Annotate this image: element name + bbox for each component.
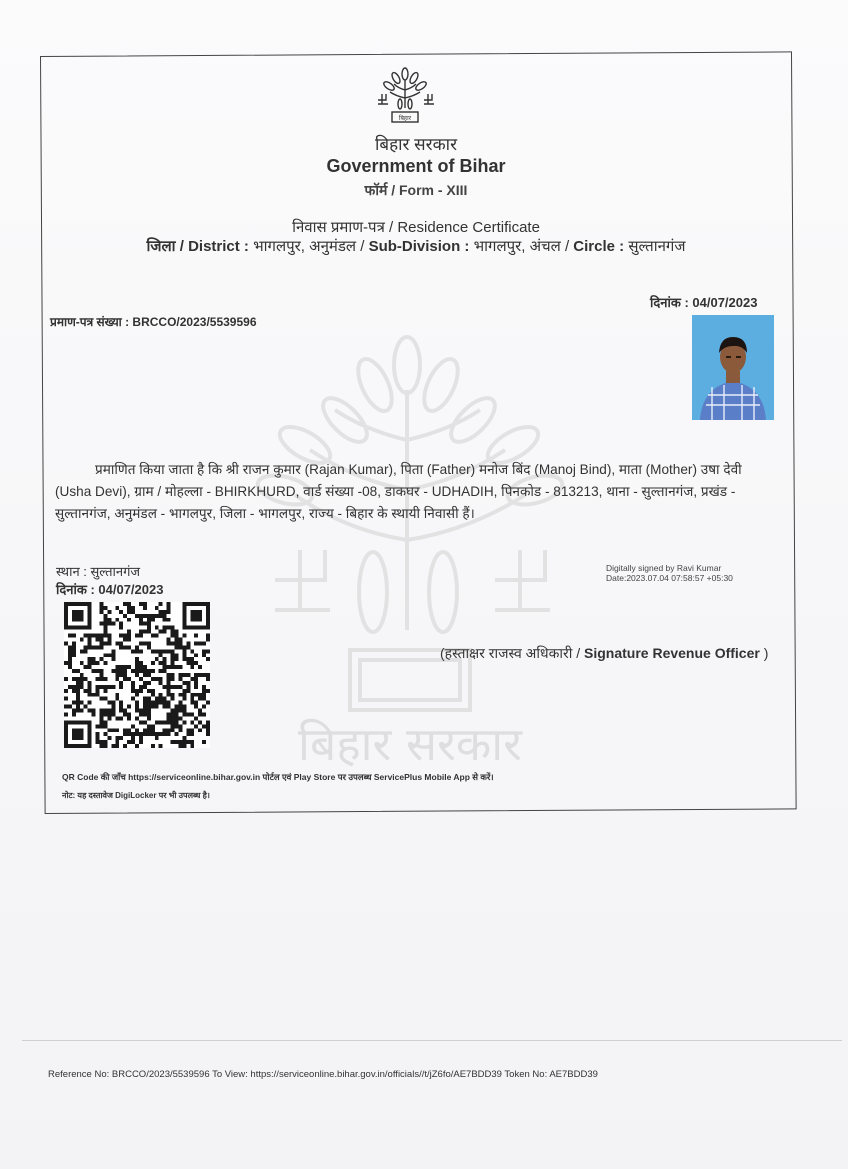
circle-value: सुल्तानगंज [624, 238, 686, 255]
title-government: Government of Bihar [326, 156, 506, 176]
signature-close: ) [759, 645, 769, 661]
certificate-number: प्रमाण-पत्र संख्या : BRCCO/2023/5539596 [50, 315, 257, 329]
digital-signature [606, 563, 733, 583]
district-value: भागलपुर, अनुमंडल / [248, 238, 369, 255]
signature-caption [440, 644, 768, 663]
signature-english: Signature Revenue Officer [584, 645, 760, 661]
reference-line: Reference No: BRCCO/2023/5539596 To View: https://serviceonline.bihar.gov.in/officials//t/jZ6fo/AE7BDD39 Token No: AE7BDD39 [48, 1069, 598, 1080]
digital-signature-date: Date:2023.07.04 07:58:57 +05:30 [606, 573, 733, 583]
place: स्थान : सुल्तानगंज [56, 564, 141, 579]
form-number: फॉर्म / Form - XIII [364, 182, 468, 198]
applicant-photo [692, 315, 774, 420]
signing-date: दिनांक : 04/07/2023 [56, 582, 164, 597]
digital-signature-signer: Digitally signed by Ravi Kumar [606, 563, 722, 573]
circle-label: Circle : [573, 238, 625, 255]
jurisdiction-line [40, 236, 792, 256]
digilocker-note: नोट: यह दस्तावेज DigiLocker पर भी उपलब्ध है। [62, 791, 210, 800]
title-hindi: बिहार सरकार [374, 135, 458, 154]
certificate-title: निवास प्रमाण-पत्र / Residence Certificate [292, 219, 540, 236]
subdivision-value: भागलपुर, अंचल / [469, 238, 574, 255]
emblem-label: बिहार [398, 115, 412, 122]
watermark-text: बिहार सरकार [298, 717, 522, 771]
footer-divider [22, 1040, 842, 1041]
certificate-body: प्रमाणित किया जाता है कि श्री राजन कुमार (Rajan Kumar), पिता (Father) मनोज बिंद (Manoj Bind), माता (Mother) उषा देवी (Usha Devi), ग्राम / मोहल्ला - BHIRKHURD, वार्ड संख्या -08, डाकघर - UDHADIH, पिनकोड - 813213, थाना - सुल्तानगंज, प्रखंड - सुल्तानगंज, अनुमंडल - भागलपुर, जिला - भागलपुर, राज्य - बिहार के स्थायी निवासी हैं। [55, 462, 742, 521]
issue-date: दिनांक : 04/07/2023 [650, 295, 758, 310]
qr-code[interactable] [63, 602, 211, 748]
district-label: जिला / District : [146, 238, 249, 255]
bihar-emblem-logo [372, 66, 438, 130]
signature-hindi: (हस्ताक्षर राजस्व अधिकारी / [440, 645, 584, 661]
subdivision-label: Sub-Division : [368, 238, 470, 255]
qr-verification-note: QR Code की जाँच https://serviceonline.bihar.gov.in पोर्टल एवं Play Store पर उपलब्ध ServicePlus Mobile App से करें। [62, 772, 494, 782]
watermark-emblem [255, 330, 585, 780]
